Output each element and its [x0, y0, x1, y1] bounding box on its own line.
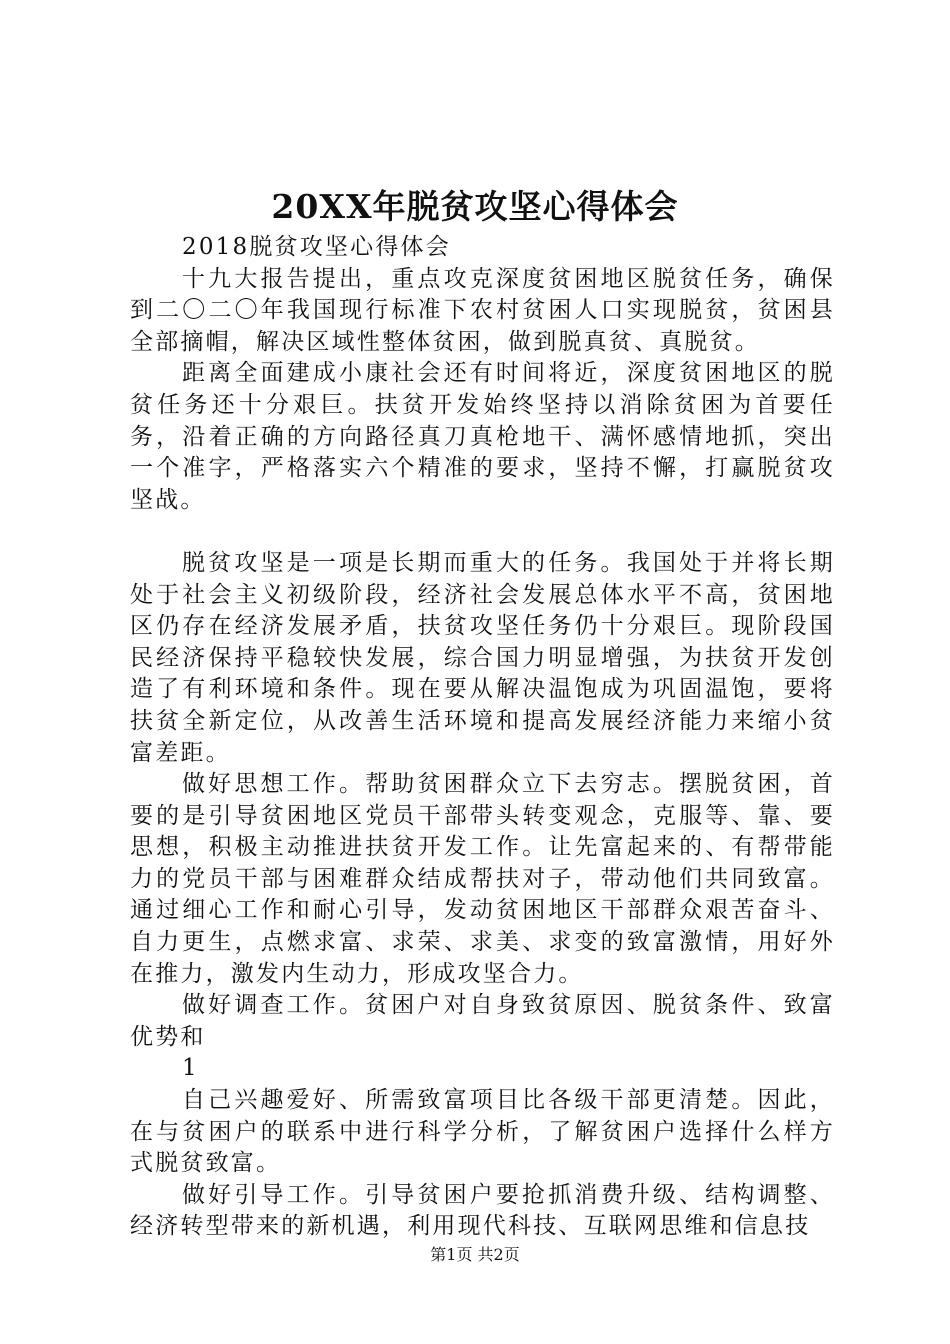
paragraph-4: 做好思想工作。帮助贫困群众立下去穷志。摆脱贫困，首要的是引导贫困地区党员干部带头转变观念，克服等、靠、要思想，积极主动推进扶贫开发工作。让先富起来的、有帮带能力的党员干部与困难群众结成帮扶对子，带动他们共同致富。通过细心工作和耐心引导，发动贫困地区干部群众艰苦奋斗、自力更生，点燃求富、求荣、求美、求变的致富激情，用好外在推力，激发内生动力，形成攻坚合力。: [130, 771, 835, 987]
page-footer: 第1页 共2页: [430, 1245, 520, 1264]
paragraph-2: 距离全面建成小康社会还有时间将近，深度贫困地区的脱贫任务还十分艰巨。扶贫开发始终坚持以消除贫困为首要任务，沿着正确的方向路径真刀真枪地干、满怀感情地抓，突出一个准字，严格落实六个精准的要求，坚持不懈，打赢脱贫攻坚战。: [130, 360, 835, 513]
paragraph-7: 做好引导工作。引导贫困户要抢抓消费升级、结构调整、经济转型带来的新机遇，利用现代科技、互联网思维和信息技: [130, 1181, 835, 1240]
document-subtitle: 2018脱贫攻坚心得体会: [182, 234, 451, 260]
document-title: 20XX年脱贫攻坚心得体会: [271, 187, 679, 226]
paragraph-3: 脱贫攻坚是一项是长期而重大的任务。我国处于并将长期处于社会主义初级阶段，经济社会发展总体水平不高，贫困地区仍存在经济发展矛盾，扶贫攻坚任务仍十分艰巨。现阶段国民经济保持平稳较快发展，综合国力明显增强，为扶贫开发创造了有利环境和条件。现在要从解决温饱成为巩固温饱，要将扶贫全新定位，从改善生活环境和提高发展经济能力来缩小贫富差距。: [130, 549, 835, 766]
document-body: [130, 232, 835, 1243]
paragraph-5: 做好调查工作。贫困户对自身致贫原因、脱贫条件、致富优势和: [130, 992, 835, 1050]
paragraph-6: 自己兴趣爱好、所需致富项目比各级干部更清楚。因此，在与贫困户的联系中进行科学分析，了解贫困户选择什么样方式脱贫致富。: [130, 1087, 835, 1177]
paragraph-1: 十九大报告提出，重点攻克深度贫困地区脱贫任务，确保到二〇二〇年我国现行标准下农村贫困人口实现脱贫，贫困县全部摘帽，解决区域性整体贫困，做到脱真贫、真脱贫。: [130, 265, 835, 355]
inline-page-marker: 1: [182, 1055, 199, 1082]
